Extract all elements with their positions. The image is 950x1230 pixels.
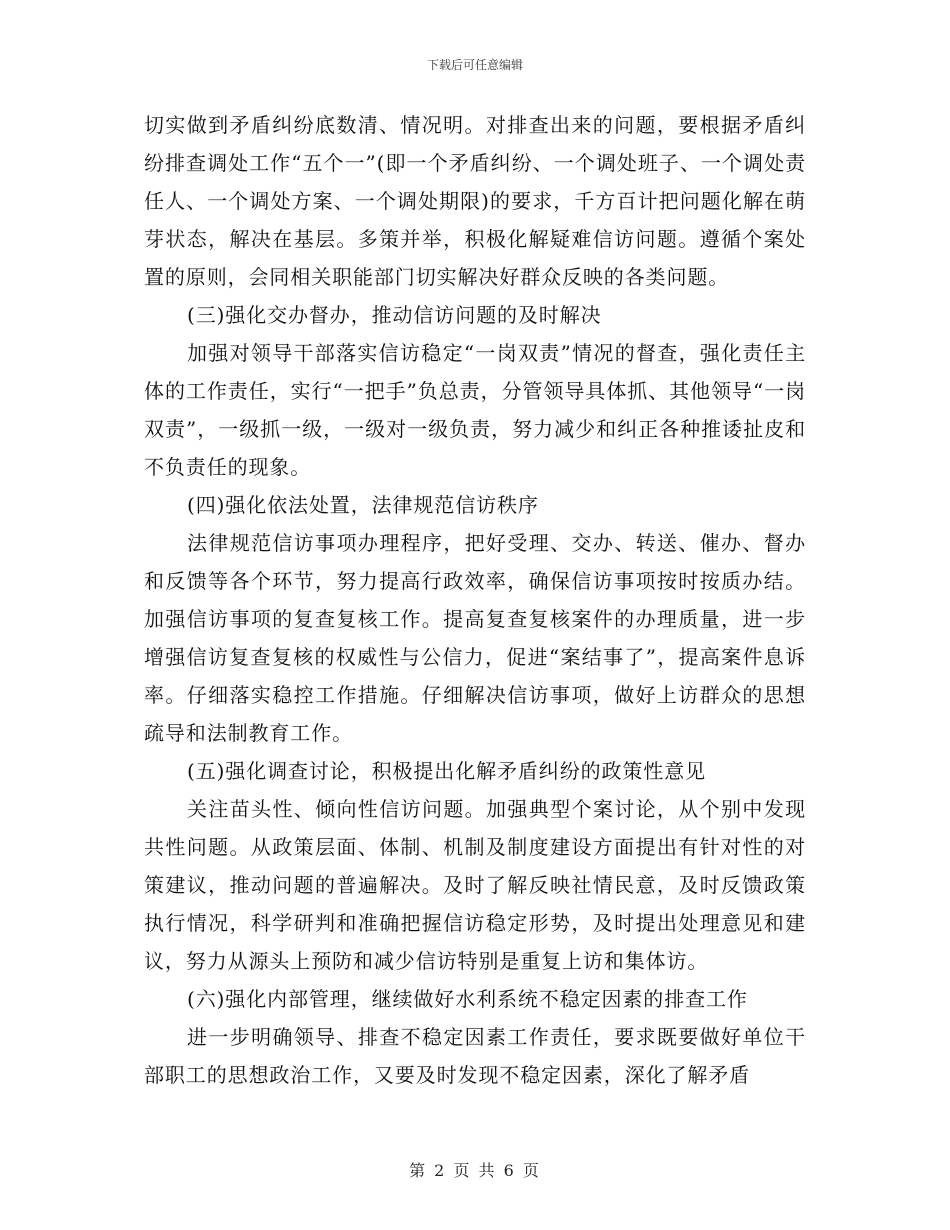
paragraph-section-6: 进一步明确领导、排查不稳定因素工作责任，要求既要做好单位干部职工的思想政治工作，又要及时发现不稳定因素，深化了解矛盾	[144, 1025, 806, 1087]
page-header: 下载后可任意编辑	[426, 58, 523, 72]
paragraph-continuation: 切实做到矛盾纠纷底数清、情况明。对排查出来的问题，要根据矛盾纠纷排查调处工作“五个一”(即一个矛盾纠纷、一个调处班子、一个调处责任人、一个调处方案、一个调处期限)的要求，千方百计把问题化解在萌芽状态，解决在基层。多策并举，积极化解疑难信访问题。遵循个案处置的原则，会同相关职能部门切实解决好群众反映的各类问题。	[144, 113, 806, 289]
document-body	[144, 106, 806, 1094]
paragraph-section-5: 关注苗头性、倾向性信访问题。加强典型个案讨论，从个别中发现共性问题。从政策层面、体制、机制及制度建设方面提出有针对性的对策建议，推动问题的普遍解决。及时了解反映社情民意，及时反馈政策执行情况，科学研判和准确把握信访稳定形势，及时提出处理意见和建议，努力从源头上预防和减少信访特别是重复上访和集体访。	[144, 797, 806, 973]
section-heading-6: (六)强化内部管理，继续做好水利系统不稳定因素的排查工作	[187, 987, 748, 1011]
page-number-footer: 第 2 页 共 6 页	[409, 1161, 541, 1180]
section-heading-4: (四)强化依法处置，法律规范信访秩序	[187, 493, 539, 517]
section-heading-3: (三)强化交办督办，推动信访问题的及时解决	[187, 303, 602, 327]
paragraph-section-4: 法律规范信访事项办理程序，把好受理、交办、转送、催办、督办和反馈等各个环节，努力提高行政效率，确保信访事项按时按质办结。加强信访事项的复查复核工作。提高复查复核案件的办理质量，进一步增强信访复查复核的权威性与公信力，促进“案结事了”，提高案件息诉率。仔细落实稳控工作措施。仔细解决信访事项，做好上访群众的思想疏导和法制教育工作。	[144, 531, 806, 745]
section-heading-5: (五)强化调查讨论，积极提出化解矛盾纠纷的政策性意见	[187, 759, 707, 783]
paragraph-section-3: 加强对领导干部落实信访稳定“一岗双责”情况的督查，强化责任主体的工作责任，实行“一把手”负总责，分管领导具体抓、其他领导“一岗双责”，一级抓一级，一级对一级负责，努力减少和纠正各种推诿扯皮和不负责任的现象。	[144, 341, 806, 479]
